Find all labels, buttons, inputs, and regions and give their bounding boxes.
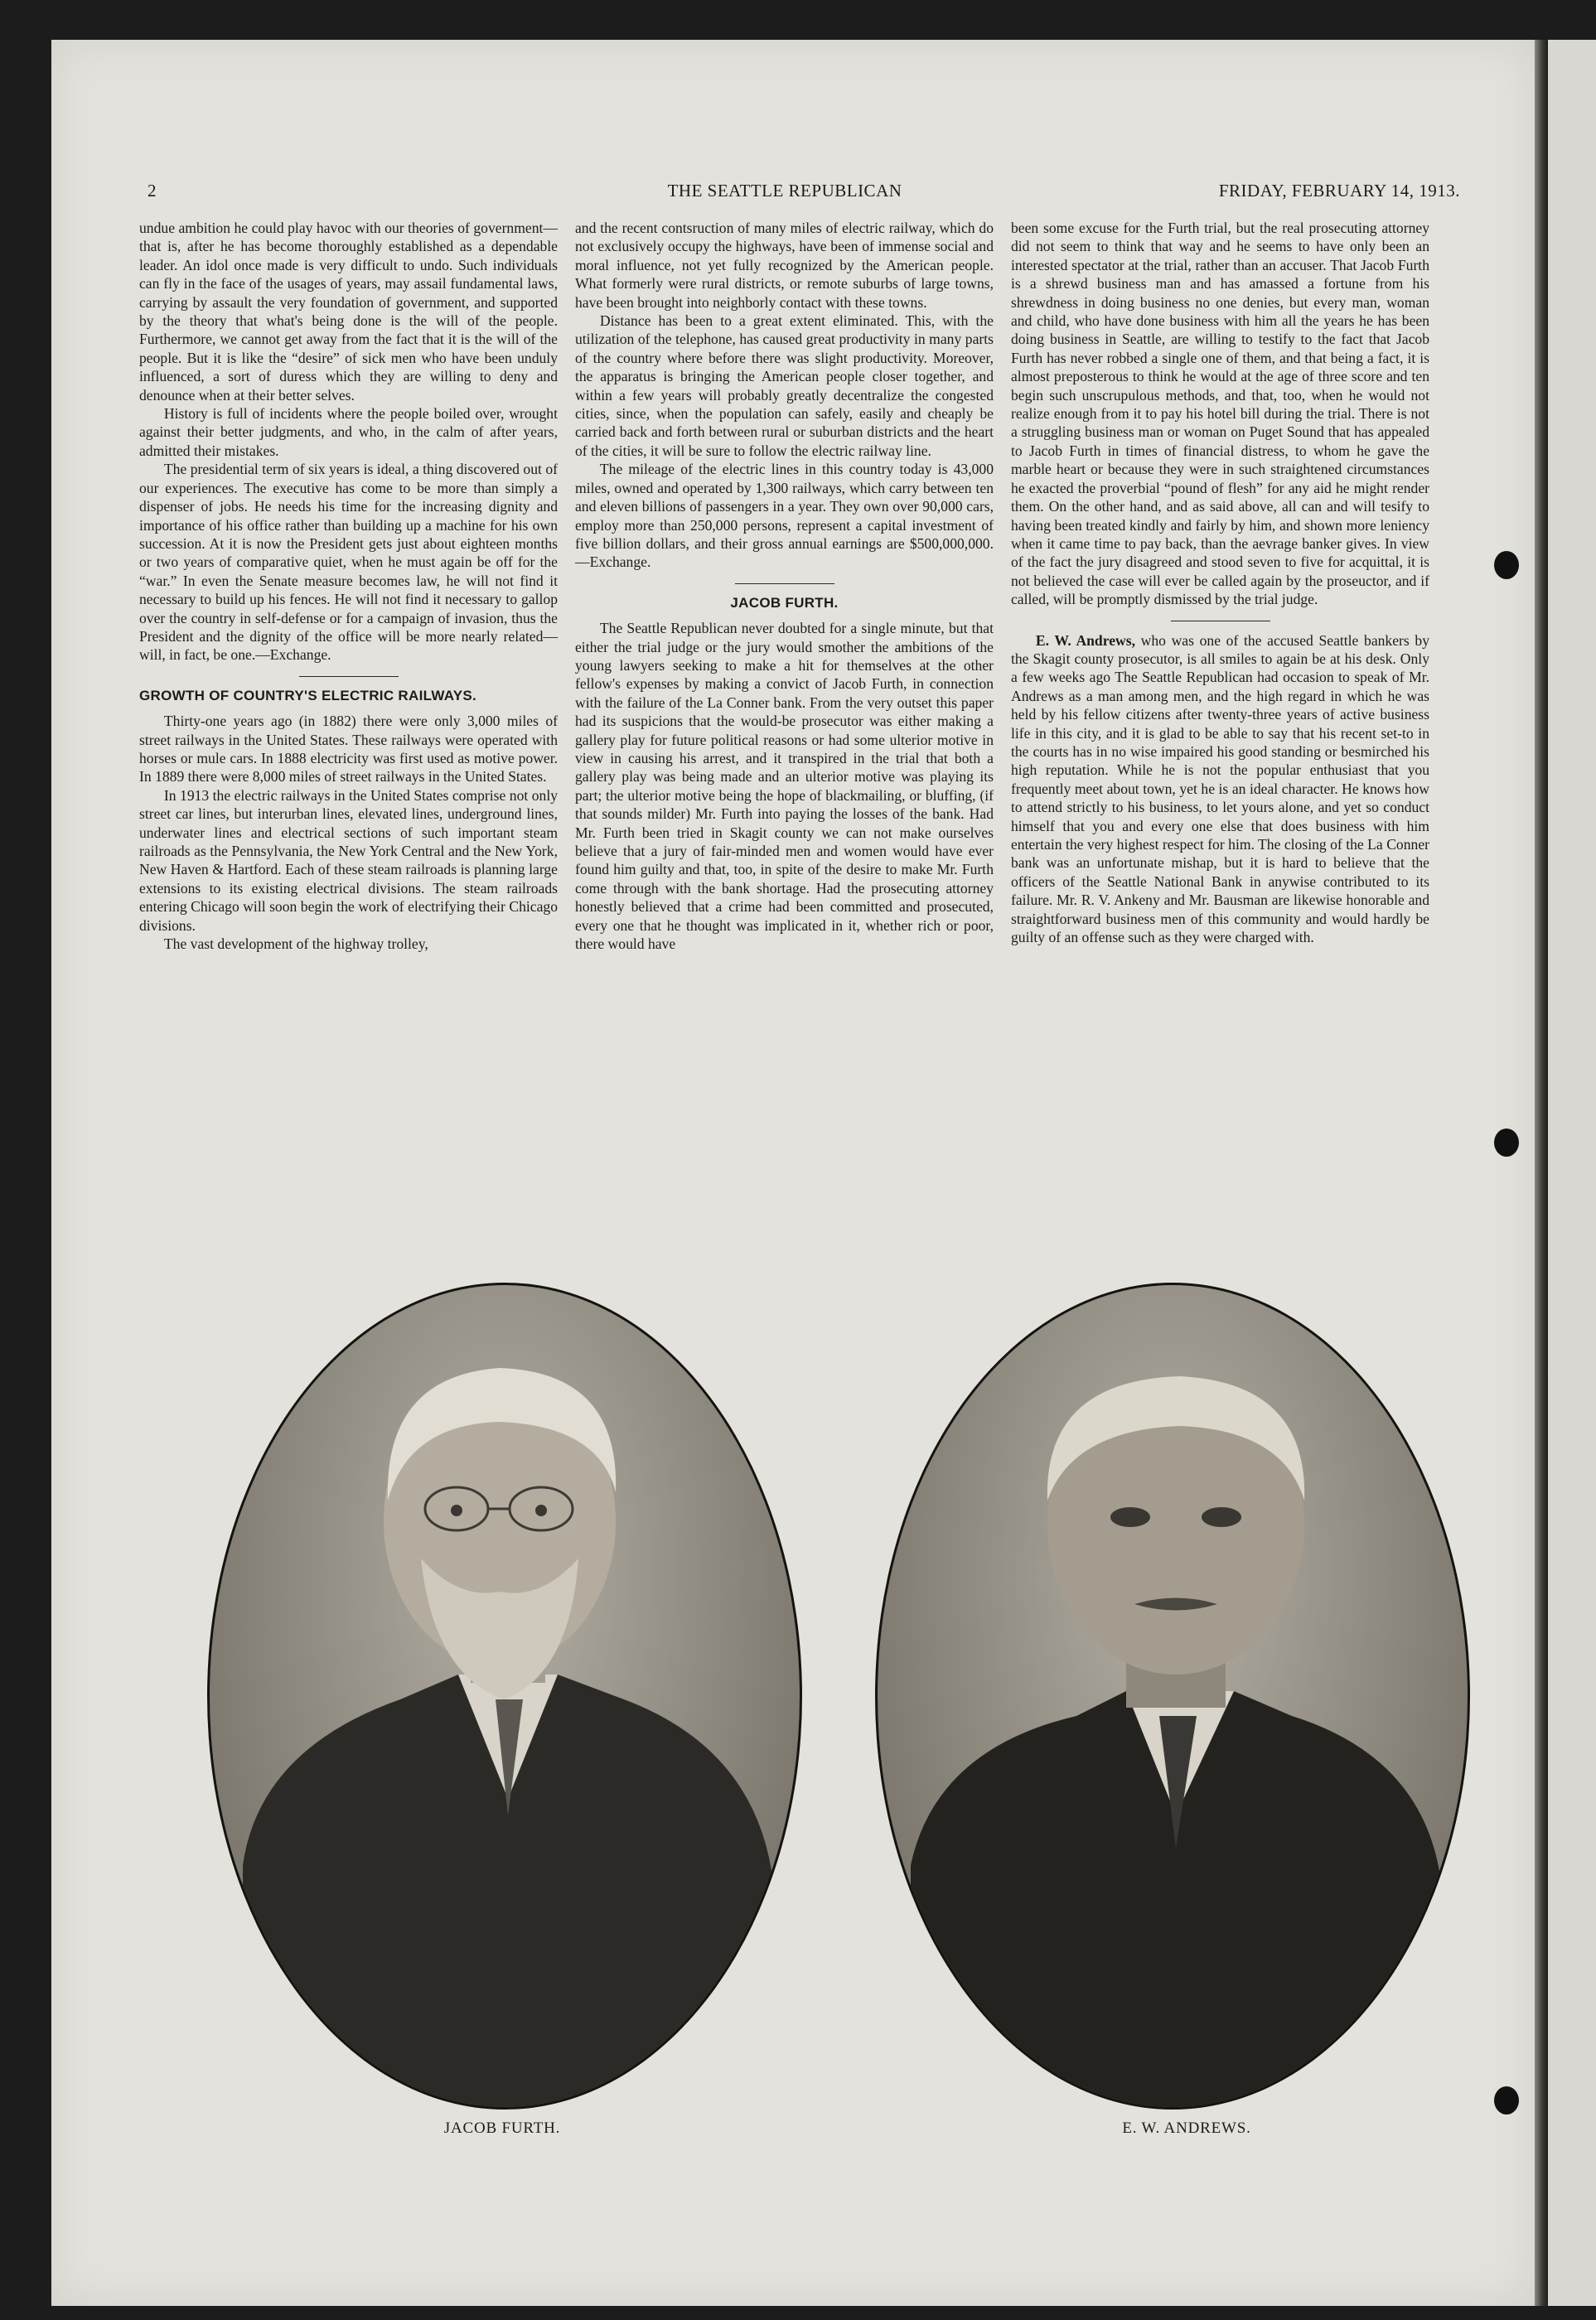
paragraph: The presidential term of six years is ideal, a thing discovered out of our experiences. The executive has come to be more than simply a dispenser of jobs. He needs his time for the increasing dignity and importance of his office rather than building up a machine for his own succession. At it is now the President gets just about eighteen months or two years of comparative quiet, when he must again be off for the “war.” In even the Senate measure becomes law, he will not find it necessary to build up his fences. He will not find it necessary to gallop over the country in self-defense or for a campaign of invasion, thus the President and the dignity of the office will be more nearly related—will, in fact, be one.—Exchange. — [139, 461, 558, 664]
page-number: 2 — [148, 181, 157, 201]
page-fold-shadow — [1535, 40, 1548, 2306]
newspaper-page — [51, 40, 1535, 2306]
caption-e-w-andrews: E. W. ANDREWS. — [1122, 2119, 1251, 2137]
divider — [735, 583, 834, 584]
binding-hole — [1494, 1129, 1519, 1157]
binding-hole — [1494, 2086, 1519, 2115]
paragraph: The mileage of the electric lines in this country today is 43,000 miles, owned and operated by 1,300 railways, which carry between ten and eleven billions of passengers in a year. They own over 90,000 cars, employ more than 250,000 persons, represent a capital investment of five billion dollars, and their gross annual earnings are $500,000,000.—Exchange. — [575, 461, 994, 571]
column-3 — [1011, 219, 1429, 946]
portrait-e-w-andrews — [875, 1283, 1470, 2110]
paragraph: Thirty-one years ago (in 1882) there were only 3,000 miles of street railways in the United States. These railways were operated with horses or mule cars. In 1888 electricity was first used as motive power. In 1889 there were 8,000 miles of street railways in the United States. — [139, 713, 558, 785]
portrait-figure — [210, 1285, 800, 2107]
andrews-lead: E. W. Andrews, — [1035, 631, 1135, 649]
paragraph: In 1913 the electric railways in the United States comprise not only street car lines, but interurban lines, elevated lines, underground lines, underwater lines and electrical sections of such important steam railroads as the Pennsylvania, the New York Central and the New York, New Haven & Hartford. Each of these steam railroads is planning large extensions to its existing electrical divisions. The steam railroads entering Chicago will soon begin the work of electrifying their Chicago divisions. — [139, 786, 558, 934]
divider — [299, 676, 399, 677]
paragraph: The Seattle Republican never doubted for a single minute, but that either the trial judge or the jury would smother the ambitions of the young lawyers seeking to make a hit for themselves at the other fellow's expenses by making a convict of Jacob Furth, in connection with the failure of the La Conner bank. From the very outset this paper had its suspicions that the would-be prosecutor was either making a gallery play for future political reasons or had some ulterior motive in view in causing his arrest, and it transpired in the trial that both a gallery play was being made and an ulterior motive was playing its part; the ulterior motive being the hope of blackmailing, or bluffing, (if that sounds milder) Mr. Furth into paying the losses of the bank. Had Mr. Furth been tried in Skagit county we can not make ourselves believe that a jury of fair-minded men and women would have ever found him guilty and that, too, in spite of the desire to make Mr. Furth come through with the bank shortage. Had the prosecuting attorney honestly believed that a crime had been committed and prosecuted, every one that he thought was implicated in it, whether rich or poor, there would have — [575, 620, 994, 953]
binding-hole — [1494, 551, 1519, 579]
portrait-figure — [878, 1285, 1468, 2107]
caption-jacob-furth: JACOB FURTH. — [443, 2119, 561, 2137]
article-heading-electric-railways: GROWTH OF COUNTRY'S ELECTRIC RAILWAYS. — [139, 687, 477, 703]
article-heading-jacob-furth: JACOB FURTH. — [730, 594, 839, 611]
paragraph: and the recent contsruction of many miles of electric railway, which do not exclusively occupy the highways, have been of immense social and moral influence, not yet fully recognized by the American people. What formerly were rural districts, or remote suburbs of large towns, have been brought into neighborly contact with these towns. — [575, 220, 994, 311]
paragraph: The vast development of the highway trolley, — [163, 935, 428, 953]
column-1 — [139, 219, 558, 953]
paragraph: History is full of incidents where the people boiled over, wrought against their better judgments, and who, in the calm of after years, admitted their mistakes. — [139, 405, 558, 459]
page-header — [51, 181, 1535, 205]
paragraph: undue ambition he could play havoc with our theories of government—that is, after he has become thoroughly established as a dependable leader. An idol once made is very difficult to undo. Such individuals can fly in the face of the usages of years, may assail fundamental laws, carrying by assault the very foundation of government, and supported by the theory that what's being done is the will of the people. Furthermore, we cannot get away from the fact that it is the will of the people. But it is like the “desire” of sick men who have been unduly influenced, a sort of duress which they are willing to deny and denounce when at their better selves. — [139, 220, 558, 404]
newspaper-title: THE SEATTLE REPUBLICAN — [667, 181, 902, 201]
column-2 — [575, 219, 994, 953]
paragraph — [1011, 631, 1429, 947]
paragraph: Distance has been to a great extent eliminated. This, with the utilization of the telephone, has caused great productivity in many parts of the country where before there was slight productivity. Moreover, the apparatus is bringing the American people closer together, and within a few years will probably greatly decentralize the congested cities, since, when the population can safely, easily and cheaply be carried back and forth between rural or suburban districts and the heart of the cities, it will be sure to follow the electric railway line. — [575, 312, 994, 459]
portrait-jacob-furth — [207, 1283, 802, 2110]
andrews-text: who was one of the accused Seattle bankers by the Skagit county prosecutor, is all smiles to again be at his desk. Only a few weeks ago The Seattle Republican had occasion to speak of Mr. Andrews as a man among men, and the high regard in which he was held by his fellow citizens after twenty-three years of active business life in this city, and it is glad to be able to say that his recent set-to in the courts has in no wise impaired his good standing or besmirched his high reputation. While he is not the popular enthusiast that you frequently meet about town, yet he is an ideal character. He knows how to attend strictly to his business, to let yours alone, and yet so conduct himself that you and every one else that does business with him entertain the very highest respect for him. The closing of the La Conner bank was an unfortunate mishap, but it is hard to believe that the officers of the Seattle National Bank in anywise contributed to its failure. Mr. R. V. Ankeny and Mr. Bausman are likewise honorable and straightforward business men of this community and would hardly be guilty of an offense such as they were charged with. — [1011, 631, 1429, 946]
paragraph: been some excuse for the Furth trial, but the real prosecuting attorney did not seem to think that way and he seems to have only been an interested spectator at the trial, rather than an accuser. That Jacob Furth is a shrewd business man and has amassed a fortune from his shrewdness in doing business no one denies, but every man, woman and child, who have done business with him all the years he has been doing business in Seattle, are willing to testify to the fact that Jacob Furth has never robbed a single one of them, and that being a fact, it is almost preposterous to think he would at the age of three score and ten begin such unscrupulous methods, and that, too, when he would not realize enough from it to pay his hotel bill during the trial. There is not a struggling business man or woman on Puget Sound that has appealed to Jacob Furth in times of financial distress, to whom he gave the marble heart or because they were in such straightened circumstances he exacted the proverbial “pound of flesh” for any aid he might render them. On the other hand, and as said above, all can and will tesify to having been treated kindly and fairly by him, and shown more leniency when it came time to pay back, than the aevrage banker gives. In view of the fact the jury disagreed and stood seven to five for acquittal, it is not believed the case will ever be called again by the proseuctor, and if called, will be promptly dismissed by the trial judge. — [1011, 220, 1429, 608]
adjacent-page-edge — [1548, 40, 1596, 2306]
issue-date: FRIDAY, FEBRUARY 14, 1913. — [1218, 181, 1460, 201]
